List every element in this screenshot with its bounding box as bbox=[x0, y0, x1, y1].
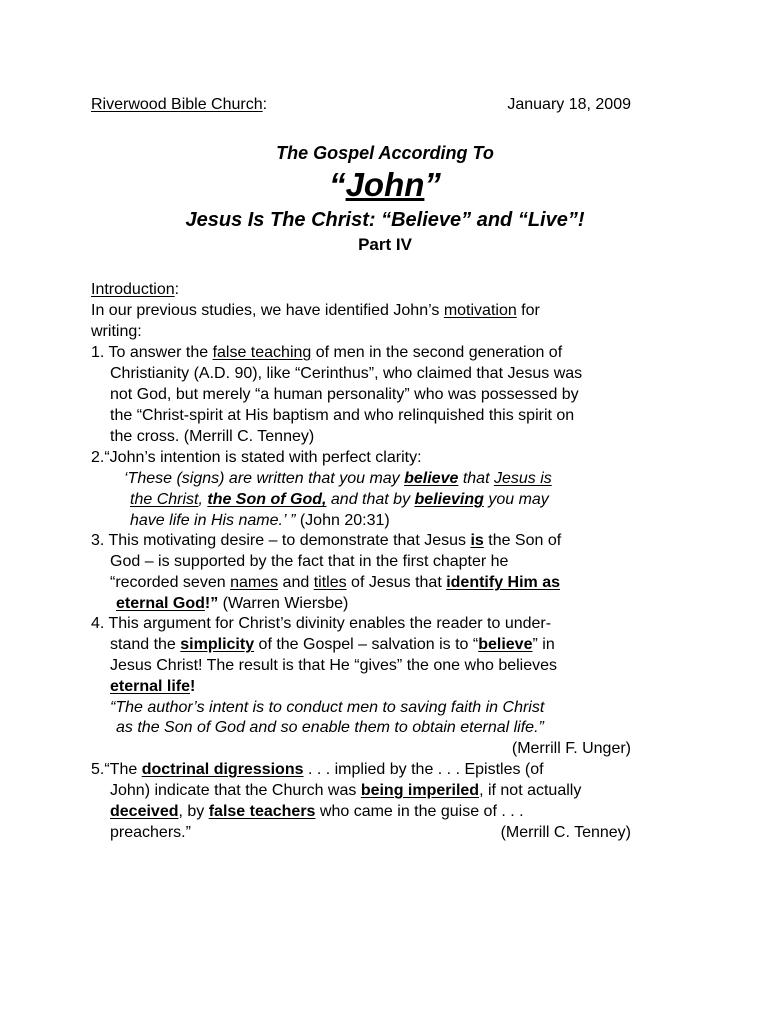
text-run: deceived bbox=[110, 803, 179, 820]
text-run: 3. This motivating desire – to demonstrate that Jesus bbox=[91, 532, 471, 549]
title-part: Part IV bbox=[358, 235, 412, 254]
title-close-quote: ” bbox=[424, 166, 441, 203]
item5-line-2 bbox=[110, 780, 581, 801]
intro-line-1 bbox=[91, 300, 540, 321]
church-colon: : bbox=[262, 96, 268, 113]
item3-line-4 bbox=[116, 593, 348, 614]
text-run: , by bbox=[178, 803, 209, 820]
intro-line-2: writing: bbox=[91, 323, 142, 340]
text-run: identify Him as bbox=[446, 574, 561, 591]
text-run: believe bbox=[478, 636, 533, 653]
text-run: believe bbox=[404, 470, 459, 487]
intro-heading-text: Introduction bbox=[91, 281, 175, 298]
text-run: names bbox=[230, 574, 279, 591]
item4-line-2 bbox=[110, 634, 555, 655]
title-open-quote: “ bbox=[329, 166, 346, 203]
text-run: believing bbox=[414, 491, 484, 508]
text-run: is bbox=[470, 532, 484, 549]
intro-heading-colon: : bbox=[174, 281, 180, 298]
item1-line-3: not God, but merely “a human personality” who was possessed by bbox=[110, 386, 579, 403]
text-run: . . . implied by the . . . Epistles (of bbox=[303, 761, 544, 778]
text-run: , bbox=[198, 491, 208, 508]
intro-heading bbox=[91, 279, 179, 300]
title-line-1: The Gospel According To bbox=[276, 143, 494, 163]
text-run: ‘These (signs) are written that you may bbox=[124, 470, 405, 487]
text-run: ” in bbox=[532, 636, 555, 653]
text-run: doctrinal digressions bbox=[141, 761, 304, 778]
title-john bbox=[0, 165, 770, 205]
text-run: In our previous studies, we have identified John’s bbox=[91, 302, 444, 319]
church-name bbox=[91, 94, 267, 115]
text-run: that bbox=[458, 470, 494, 487]
item2-line-1: 2.“John’s intention is stated with perfect clarity: bbox=[91, 449, 422, 466]
text-run: you may bbox=[483, 491, 549, 508]
text-run: false teachers bbox=[208, 803, 316, 820]
title-subtitle: Jesus Is The Christ: “Believe” and “Live”! bbox=[185, 209, 585, 231]
document-date: January 18, 2009 bbox=[507, 96, 631, 113]
item3-line-2: God – is supported by the fact that in the first chapter he bbox=[110, 553, 509, 570]
text-run: , if not actually bbox=[479, 782, 582, 799]
item4-quote-line-1: “The author’s intent is to conduct men to saving faith in Christ bbox=[110, 699, 545, 716]
item2-quote-line-1 bbox=[124, 468, 552, 489]
church-name-text: Riverwood Bible Church bbox=[91, 96, 263, 113]
item2-quote-line-2 bbox=[130, 489, 549, 510]
item4-line-4 bbox=[110, 676, 195, 697]
item1-line-2: Christianity (A.D. 90), like “Cerinthus”, who claimed that Jesus was bbox=[110, 365, 583, 382]
text-run: eternal life bbox=[110, 678, 191, 695]
text-run: eternal God bbox=[116, 595, 205, 612]
item4-line-3: Jesus Christ! The result is that He “gives” the one who believes bbox=[110, 657, 558, 674]
item3-line-3 bbox=[110, 572, 560, 593]
text-run: stand the bbox=[110, 636, 181, 653]
text-run: Jesus is bbox=[493, 470, 552, 487]
text-run: who came in the guise of . . . bbox=[315, 803, 524, 820]
item5-line-1 bbox=[91, 759, 544, 780]
item3-line-1 bbox=[91, 530, 561, 551]
item4-line-1: 4. This argument for Christ’s divinity enables the reader to under- bbox=[91, 615, 552, 632]
text-run: the Son of God, bbox=[207, 491, 327, 508]
item5-line-4: preachers.” bbox=[110, 824, 191, 841]
item1-line-1 bbox=[91, 342, 562, 363]
text-run: 1. To answer the bbox=[91, 344, 213, 361]
text-run: motivation bbox=[443, 302, 517, 319]
item4-citation: (Merrill F. Unger) bbox=[511, 740, 631, 757]
text-run: “recorded seven bbox=[110, 574, 231, 591]
item1-line-4: the “Christ-spirit at His baptism and who relinquished this spirit on bbox=[110, 407, 575, 424]
item5-line-3 bbox=[110, 801, 524, 822]
text-run: simplicity bbox=[180, 636, 255, 653]
text-run: !” bbox=[204, 595, 219, 612]
text-run: John) indicate that the Church was bbox=[110, 782, 361, 799]
text-run: (Warren Wiersbe) bbox=[218, 595, 349, 612]
text-run: the Christ bbox=[130, 491, 199, 508]
item4-quote-line-2: as the Son of God and so enable them to obtain eternal life.” bbox=[116, 719, 544, 736]
text-run: and that by bbox=[326, 491, 415, 508]
item1-line-5: the cross. (Merrill C. Tenney) bbox=[110, 428, 315, 445]
text-run: of Jesus that bbox=[346, 574, 447, 591]
text-run: the Son of bbox=[483, 532, 562, 549]
text-run: false teaching bbox=[212, 344, 312, 361]
text-run: (John 20:31) bbox=[295, 512, 390, 529]
text-run: of men in the second generation of bbox=[311, 344, 563, 361]
text-run: for bbox=[516, 302, 540, 319]
item5-citation: (Merrill C. Tenney) bbox=[500, 824, 631, 841]
item2-quote-line-3 bbox=[130, 510, 390, 531]
text-run: ! bbox=[190, 678, 196, 695]
text-run: titles bbox=[313, 574, 347, 591]
text-run: 5.“The bbox=[91, 761, 142, 778]
text-run: of the Gospel – salvation is to “ bbox=[254, 636, 479, 653]
text-run: have life in His name.’ ” bbox=[130, 512, 296, 529]
title-name: John bbox=[345, 166, 425, 203]
text-run: being imperiled bbox=[360, 782, 480, 799]
text-run: and bbox=[278, 574, 314, 591]
